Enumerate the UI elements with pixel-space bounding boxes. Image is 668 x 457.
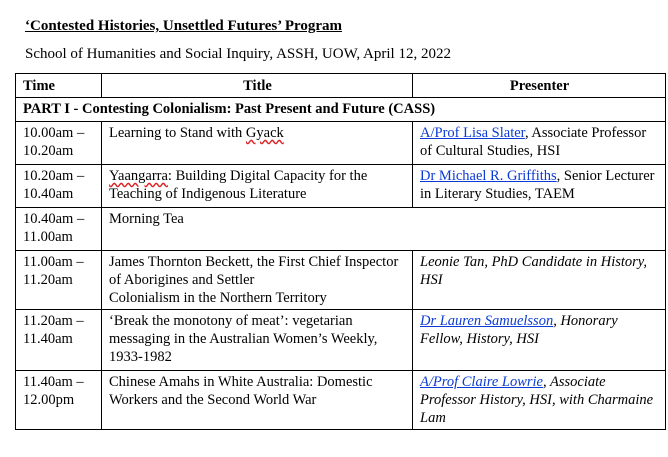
presenter-link[interactable]: Dr Lauren Samuelsson <box>420 313 554 329</box>
presenter-role: , Associate Professor History, HSI, with Charmaine Lam <box>420 374 654 426</box>
title-text: : Building Digital Capacity for the Teaching of Indigenous Literature <box>109 168 368 202</box>
title-cell: ‘Break the monotony of meat’: vegetarian messaging in the Australian Women’s Weekly, 1933-1982 <box>102 310 413 371</box>
time-cell: 10.00am – 10.20am <box>16 122 102 165</box>
title-cell <box>102 251 413 310</box>
time-cell: 11.00am – 11.20am <box>16 251 102 310</box>
time-cell: 10.40am – 11.00am <box>16 208 102 251</box>
presenter-line: Leonie Tan, PhD Candidate in History, <box>420 254 648 270</box>
program-subtitle: School of Humanities and Social Inquiry, ASSH, UOW, April 12, 2022 <box>25 46 451 62</box>
program-table <box>15 73 666 430</box>
presenter-cell <box>413 251 666 310</box>
section-heading: PART I - Contesting Colonialism: Past Present and Future (CASS) <box>16 98 666 122</box>
title-cell: Morning Tea <box>102 208 666 251</box>
presenter-link[interactable]: A/Prof Claire Lowrie <box>420 374 543 390</box>
table-header-row <box>16 74 666 98</box>
flagged-word: Gyack <box>245 125 284 141</box>
table-row <box>16 371 666 430</box>
presenter-cell <box>413 122 666 165</box>
presenter-role: , Senior Lecturer in Literary Studies, TAEM <box>420 168 655 202</box>
presenter-cell <box>413 371 666 430</box>
time-cell: 11.40am – 12.00pm <box>16 371 102 430</box>
table-row <box>16 165 666 208</box>
title-cell <box>102 122 413 165</box>
presenter-cell <box>413 165 666 208</box>
title-cell <box>102 165 413 208</box>
title-line: James Thornton Beckett, the First Chief Inspector <box>109 254 399 270</box>
presenter-link[interactable]: Dr Michael R. Griffiths <box>420 168 557 184</box>
column-header-time: Time <box>16 74 102 98</box>
presenter-link[interactable]: A/Prof Lisa Slater <box>420 125 525 141</box>
column-header-title: Title <box>102 74 413 98</box>
presenter-role: , Honorary Fellow, History, HSI <box>420 313 618 347</box>
column-header-presenter: Presenter <box>413 74 666 98</box>
presenter-line: HSI <box>420 272 443 288</box>
flagged-word: Yaangarra <box>109 168 168 184</box>
table-row <box>16 310 666 371</box>
title-line: Colonialism in the Northern Territory <box>109 290 327 306</box>
table-row <box>16 122 666 165</box>
presenter-cell <box>413 310 666 371</box>
presenter-role: , Associate Professor of Cultural Studies, HSI <box>420 125 647 159</box>
table-row <box>16 208 666 251</box>
table-row <box>16 251 666 310</box>
title-text: Learning to Stand with <box>109 125 246 141</box>
section-row <box>16 98 666 122</box>
title-cell: Chinese Amahs in White Australia: Domestic Workers and the Second World War <box>102 371 413 430</box>
time-cell: 11.20am – 11.40am <box>16 310 102 371</box>
program-title: ‘Contested Histories, Unsettled Futures’ Program <box>25 18 343 34</box>
title-line: of Aborigines and Settler <box>109 272 255 288</box>
time-cell: 10.20am – 10.40am <box>16 165 102 208</box>
